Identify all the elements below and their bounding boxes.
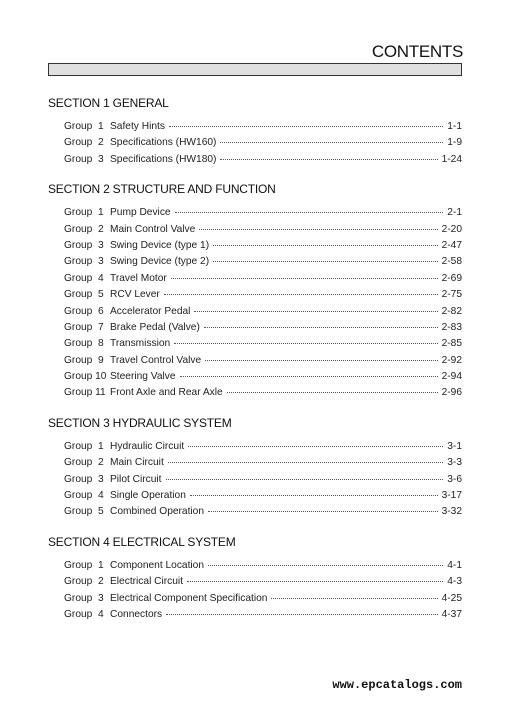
toc-entry[interactable] <box>48 441 462 457</box>
entry-title: Component Location <box>110 559 205 571</box>
section-heading: SECTION 2 STRUCTURE AND FUNCTION <box>48 182 276 197</box>
section-heading: SECTION 1 GENERAL <box>48 96 169 110</box>
group-number: Group 2 <box>64 223 104 235</box>
group-number: Group 1 <box>64 121 104 132</box>
toc-entry[interactable] <box>48 256 462 272</box>
page-number: 2-47 <box>441 239 462 251</box>
page-number: 3-6 <box>447 473 462 485</box>
toc-entry[interactable] <box>48 371 462 387</box>
toc-section <box>48 96 462 170</box>
entry-title: Swing Device (type 1) <box>110 239 210 251</box>
toc-entry[interactable] <box>48 289 462 305</box>
group-number: Group 3 <box>64 153 104 165</box>
dot-leader <box>190 495 438 496</box>
entry-title: Travel Motor <box>110 272 167 284</box>
page-number: 1-9 <box>447 137 462 149</box>
page-number: 3-3 <box>447 457 462 469</box>
group-number: Group 7 <box>64 321 104 333</box>
dot-leader <box>271 598 437 599</box>
entry-title: Pump Device <box>110 207 171 219</box>
entry-title: Pilot Circuit <box>110 473 162 485</box>
dot-leader <box>166 614 438 615</box>
section-heading: SECTION 4 ELECTRICAL SYSTEM <box>48 534 236 549</box>
dot-leader <box>208 511 438 512</box>
entry-title: Steering Valve <box>110 371 176 383</box>
dot-leader <box>208 565 443 566</box>
entry-title: Hydraulic Circuit <box>110 440 185 452</box>
entry-title: Brake Pedal (Valve) <box>110 321 200 333</box>
toc-entry[interactable] <box>48 207 462 223</box>
page-number: 2-83 <box>441 321 462 333</box>
toc-section <box>48 182 462 404</box>
page-title: CONTENTS <box>371 42 463 61</box>
dot-leader <box>194 311 437 312</box>
page-number: 2-82 <box>441 305 462 317</box>
dot-leader <box>166 479 444 480</box>
page-number: 2-75 <box>441 289 462 301</box>
entry-title: Accelerator Pedal <box>110 305 191 317</box>
dot-leader <box>199 229 437 230</box>
dot-leader <box>180 376 438 377</box>
entry-title: Front Axle and Rear Axle <box>110 387 223 399</box>
page-number: 2-69 <box>441 272 462 284</box>
page-number: 3-32 <box>441 506 462 518</box>
entry-title: Specifications (HW160) <box>110 137 217 149</box>
footer-watermark: www.epcatalogs.com <box>332 678 462 692</box>
toc-entry[interactable] <box>48 338 462 354</box>
entry-title: Specifications (HW180) <box>110 153 217 165</box>
entry-title: Combined Operation <box>110 506 205 518</box>
dot-leader <box>174 343 437 344</box>
dot-leader <box>188 446 443 447</box>
page-number: 4-3 <box>447 576 462 588</box>
toc-entry[interactable] <box>48 137 462 153</box>
section-heading: SECTION 3 HYDRAULIC SYSTEM <box>48 415 232 430</box>
group-number: Group 4 <box>64 608 104 620</box>
entry-title: Main Control Valve <box>110 223 196 235</box>
toc-entry[interactable] <box>48 457 462 473</box>
entry-title: Travel Control Valve <box>110 354 202 366</box>
group-number: Group 5 <box>64 289 104 301</box>
toc-entry[interactable] <box>48 593 462 609</box>
group-number: Group 11 <box>64 387 106 399</box>
page-number: 2-58 <box>441 256 462 268</box>
group-number: Group 10 <box>64 371 107 383</box>
dot-leader <box>168 462 443 463</box>
toc-section <box>48 535 462 626</box>
entry-title: Electrical Component Specification <box>110 592 268 604</box>
entry-title: Swing Device (type 2) <box>110 256 210 268</box>
page-number: 2-85 <box>441 338 462 350</box>
entry-title: Main Circuit <box>110 457 164 469</box>
group-number: Group 2 <box>64 457 104 469</box>
group-number: Group 2 <box>64 137 104 149</box>
toc-entry[interactable] <box>48 560 462 576</box>
dot-leader <box>220 142 443 143</box>
group-number: Group 9 <box>64 354 104 366</box>
toc-entry[interactable] <box>48 121 462 137</box>
toc-entry[interactable] <box>48 355 462 371</box>
toc-entry[interactable] <box>48 306 462 322</box>
group-number: Group 2 <box>64 576 104 588</box>
dot-leader <box>213 245 438 246</box>
group-number: Group 4 <box>64 490 104 502</box>
toc-entry[interactable] <box>48 322 462 338</box>
group-number: Group 3 <box>64 239 104 251</box>
group-number: Group 3 <box>64 256 104 268</box>
group-number: Group 3 <box>64 592 104 604</box>
table-of-contents <box>48 96 462 637</box>
toc-entry[interactable] <box>48 474 462 490</box>
dot-leader <box>164 294 438 295</box>
group-number: Group 1 <box>64 207 104 219</box>
entry-title: Single Operation <box>110 490 186 502</box>
title-bar <box>48 63 462 76</box>
page-number: 2-96 <box>441 387 462 399</box>
dot-leader <box>204 327 438 328</box>
group-number: Group 1 <box>64 440 104 452</box>
dot-leader <box>171 278 438 279</box>
entry-title: RCV Lever <box>110 289 160 301</box>
page-number: 1-24 <box>441 153 462 165</box>
entry-title: Electrical Circuit <box>110 576 184 588</box>
dot-leader <box>213 261 438 262</box>
page-number: 4-1 <box>447 559 462 571</box>
toc-entry[interactable] <box>48 387 462 403</box>
page-number: 1-1 <box>447 121 462 132</box>
page-number: 3-1 <box>447 440 462 452</box>
toc-entry[interactable] <box>48 490 462 506</box>
entry-title: Connectors <box>110 608 163 620</box>
group-number: Group 3 <box>64 473 104 485</box>
group-number: Group 1 <box>64 559 104 571</box>
dot-leader <box>169 126 443 127</box>
page-number: 3-17 <box>441 490 462 502</box>
toc-entry[interactable] <box>48 154 462 170</box>
dot-leader <box>187 581 443 582</box>
toc-entry[interactable] <box>48 506 462 522</box>
group-number: Group 4 <box>64 272 104 284</box>
dot-leader <box>205 360 437 361</box>
toc-entry[interactable] <box>48 240 462 256</box>
page-number: 2-92 <box>441 354 462 366</box>
toc-entry[interactable] <box>48 224 462 240</box>
group-number: Group 5 <box>64 506 104 518</box>
toc-section <box>48 416 462 523</box>
dot-leader <box>227 392 438 393</box>
entry-title: Transmission <box>110 338 171 350</box>
group-number: Group 8 <box>64 338 104 350</box>
page-number: 2-20 <box>441 223 462 235</box>
page-number: 2-1 <box>447 207 462 219</box>
group-number: Group 6 <box>64 305 104 317</box>
dot-leader <box>175 212 444 213</box>
toc-entry[interactable] <box>48 576 462 592</box>
entry-title: Safety Hints <box>110 121 165 132</box>
toc-entry[interactable] <box>48 273 462 289</box>
page-number: 4-37 <box>441 608 462 620</box>
toc-entry[interactable] <box>48 609 462 625</box>
page-number: 4-25 <box>441 592 462 604</box>
page-number: 2-94 <box>441 371 462 383</box>
dot-leader <box>220 159 437 160</box>
